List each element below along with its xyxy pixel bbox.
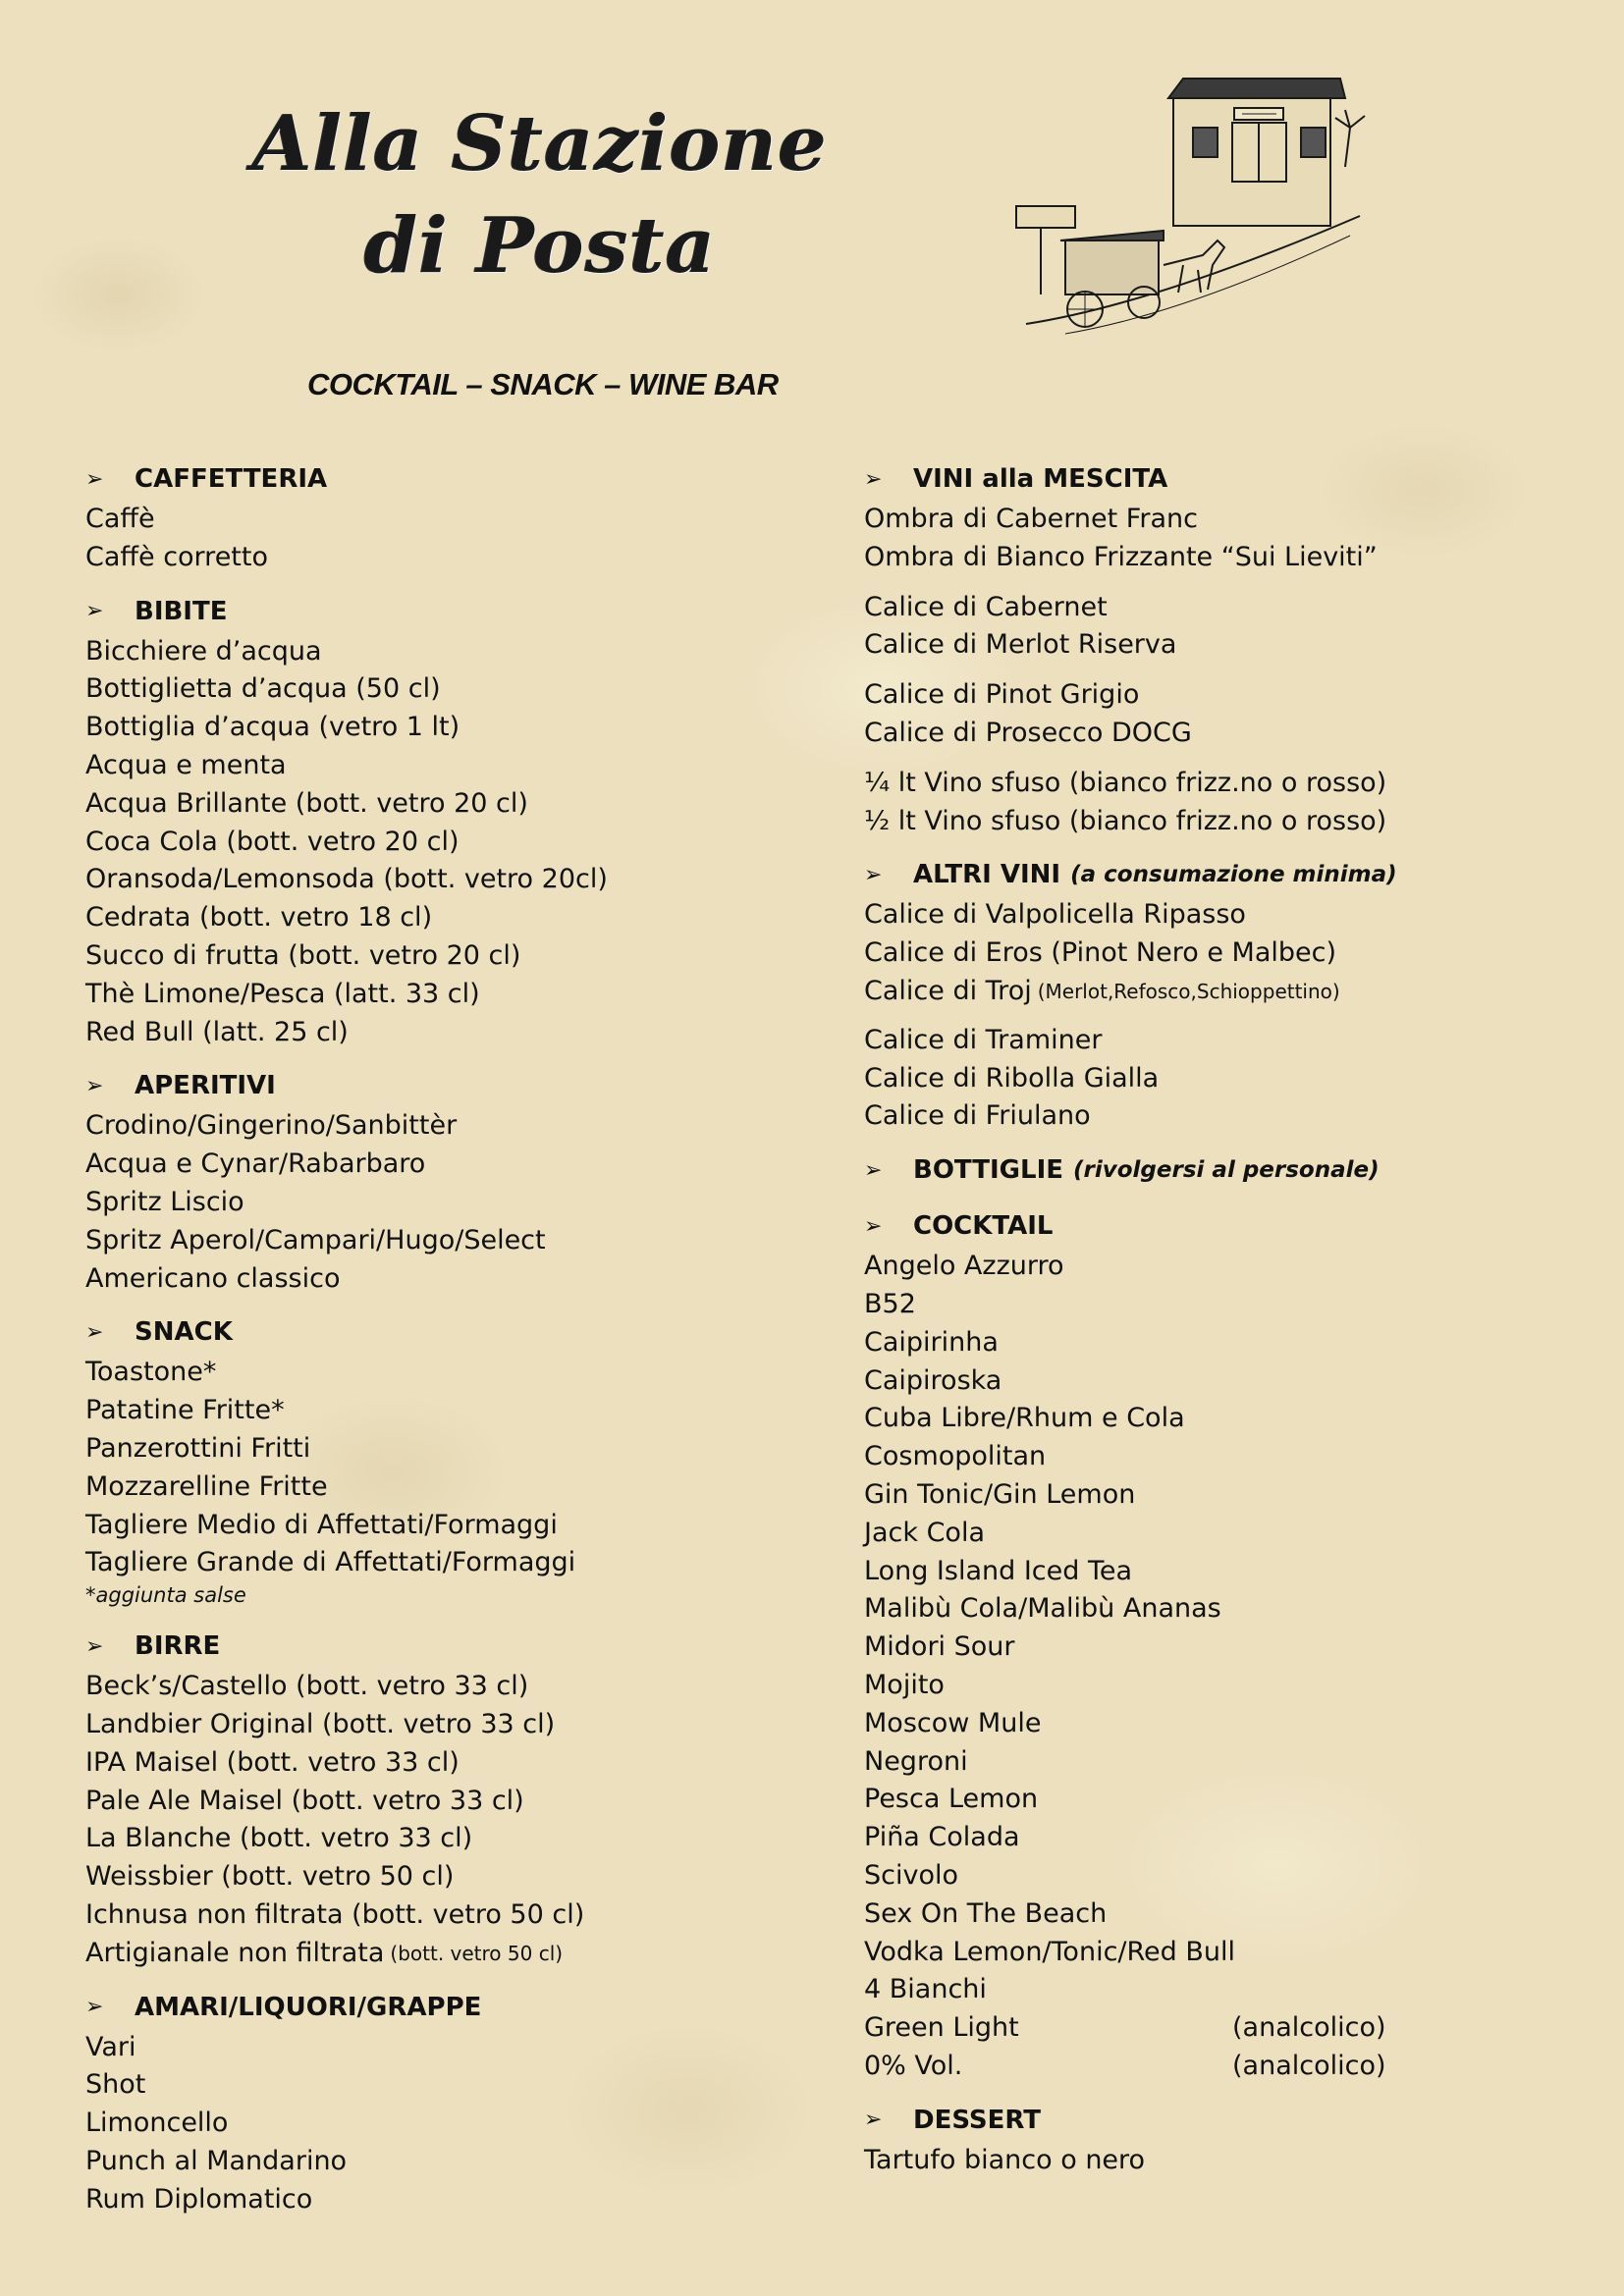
menu-item: Cuba Libre/Rhum e Cola	[864, 1403, 1185, 1434]
menu-item: Ombra di Bianco Frizzante “Sui Lieviti”	[864, 541, 1378, 572]
menu-item: Bottiglia d’acqua (vetro 1 lt)	[85, 712, 460, 743]
section-aperitivi	[85, 1064, 832, 1298]
bullet-arrow-icon: ➢	[864, 1157, 883, 1183]
bullet-arrow-icon: ➢	[864, 862, 883, 887]
item-note: (bott. vetro 50 cl)	[390, 1941, 564, 1965]
restaurant-title	[196, 93, 884, 297]
menu-item: Mojito	[864, 1669, 945, 1700]
section-title: BIRRE	[135, 1631, 221, 1662]
menu-item: Caipirinha	[864, 1326, 999, 1358]
menu-item: Tagliere Grande di Affettati/Formaggi	[85, 1547, 576, 1578]
menu-item: Mozzarelline Fritte	[85, 1470, 328, 1502]
menu-item	[85, 1935, 832, 1973]
menu-item: Malibù Cola/Malibù Ananas	[864, 1593, 1221, 1625]
menu-item: Crodino/Gingerino/Sanbittèr	[85, 1110, 458, 1142]
section-bibite	[85, 590, 832, 1052]
menu-item: Bicchiere d’acqua	[85, 635, 322, 667]
menu-item: IPA Maisel (bott. vetro 33 cl)	[85, 1746, 460, 1778]
section-title: ALTRI VINI	[913, 860, 1061, 890]
section-caffetteria	[85, 457, 832, 577]
menu-item: Scivolo	[864, 1859, 959, 1891]
right-column	[864, 457, 1571, 2179]
menu-item: Weissbier (bott. vetro 50 cl)	[85, 1861, 455, 1893]
menu-item: Acqua e Cynar/Rabarbaro	[85, 1148, 426, 1180]
subtitle: COCKTAIL – SNACK – WINE BAR	[307, 367, 779, 401]
menu-item	[864, 973, 1571, 1011]
menu-item: Punch al Mandarino	[85, 2145, 348, 2176]
title-line-1: Alla Stazione	[252, 99, 828, 188]
menu-item: B52	[864, 1288, 916, 1319]
menu-item: Jack Cola	[864, 1517, 985, 1548]
menu-item: Rum Diplomatico	[85, 2183, 313, 2215]
bullet-arrow-icon: ➢	[85, 1995, 104, 2019]
item-label: 0% Vol.	[864, 2050, 963, 2081]
menu-item: Calice di Eros (Pinot Nero e Malbec)	[864, 937, 1337, 969]
menu-item	[864, 2048, 1571, 2086]
bullet-arrow-icon: ➢	[864, 466, 883, 492]
section-title: VINI alla MESCITA	[913, 464, 1168, 494]
menu-item: Calice di Traminer	[864, 1024, 1103, 1055]
menu-item: 4 Bianchi	[864, 1974, 987, 2005]
section-heading	[85, 1310, 832, 1354]
section-heading	[864, 1148, 1571, 1192]
station-house-illustration	[1006, 69, 1380, 353]
menu-item: ½ lt Vino sfuso (bianco frizz.no o rosso)	[864, 805, 1387, 836]
menu-item: Ombra di Cabernet Franc	[864, 504, 1198, 534]
menu-item: Midori Sour	[864, 1631, 1015, 1663]
menu-item: Landbier Original (bott. vetro 33 cl)	[85, 1708, 556, 1739]
menu-item: Piña Colada	[864, 1822, 1020, 1853]
title-line-2: di Posta	[363, 201, 717, 291]
bullet-arrow-icon: ➢	[85, 1633, 104, 1659]
menu-item: Calice di Ribolla Gialla	[864, 1062, 1160, 1094]
menu-item: Negroni	[864, 1745, 968, 1777]
section-heading	[864, 2099, 1571, 2142]
menu-item: Caffè	[85, 504, 155, 534]
section-note: (a consumazione minima)	[1070, 862, 1397, 888]
menu-item: Vari	[85, 2031, 136, 2062]
menu-item: Ichnusa non filtrata (bott. vetro 50 cl)	[85, 1898, 585, 1930]
bullet-arrow-icon: ➢	[864, 2108, 883, 2133]
item-note: (Merlot,Refosco,Schioppettino)	[1037, 979, 1340, 1003]
menu-item: ¼ lt Vino sfuso (bianco frizz.no o rosso)	[864, 767, 1387, 798]
menu-item: Red Bull (latt. 25 cl)	[85, 1016, 349, 1047]
item-note: (analcolico)	[1232, 2012, 1386, 2044]
bullet-arrow-icon: ➢	[85, 1319, 104, 1345]
menu-item: Angelo Azzurro	[864, 1251, 1064, 1282]
menu-item: Moscow Mule	[864, 1707, 1042, 1738]
menu-item: Acqua e menta	[85, 749, 287, 780]
menu-item: Patatine Fritte*	[85, 1395, 285, 1426]
bullet-arrow-icon: ➢	[85, 466, 104, 492]
menu-item: Oransoda/Lemonsoda (bott. vetro 20cl)	[85, 864, 608, 895]
bullet-arrow-icon: ➢	[85, 1073, 104, 1098]
snack-footnote: *aggiunta salse	[85, 1583, 246, 1608]
section-title: SNACK	[135, 1317, 233, 1348]
menu-item: Toastone*	[85, 1357, 217, 1388]
menu-item: Acqua Brillante (bott. vetro 20 cl)	[85, 787, 528, 819]
menu-item: Gin Tonic/Gin Lemon	[864, 1478, 1136, 1510]
menu-item: Cedrata (bott. vetro 18 cl)	[85, 902, 433, 934]
menu-item: Calice di Friulano	[864, 1100, 1091, 1132]
menu-item: Bottiglietta d’acqua (50 cl)	[85, 673, 441, 705]
menu-item: Calice di Merlot Riserva	[864, 629, 1177, 661]
section-altri-vini	[864, 853, 1571, 1136]
section-title: BIBITE	[135, 596, 228, 626]
item-label: Artigianale non filtrata	[85, 1937, 385, 1968]
section-heading	[85, 1064, 832, 1107]
section-amari	[85, 1986, 832, 2219]
menu-item: Tartufo bianco o nero	[864, 2144, 1146, 2175]
menu-item: Tagliere Medio di Affettati/Formaggi	[85, 1509, 558, 1540]
menu-item: Americano classico	[85, 1262, 341, 1294]
section-title: AMARI/LIQUORI/GRAPPE	[135, 1992, 482, 2022]
menu-item: Calice di Prosecco DOCG	[864, 717, 1192, 748]
menu-item	[864, 2009, 1571, 2048]
menu-item: Calice di Pinot Grigio	[864, 679, 1140, 711]
section-heading	[864, 1204, 1571, 1248]
menu-item: Limoncello	[85, 2108, 229, 2139]
section-title: CAFFETTERIA	[135, 464, 328, 494]
section-snack	[85, 1310, 832, 1612]
menu-item: Sex On The Beach	[864, 1897, 1108, 1929]
left-column	[85, 457, 832, 2218]
bullet-arrow-icon: ➢	[864, 1213, 883, 1239]
menu-item: Spritz Aperol/Campari/Hugo/Select	[85, 1224, 546, 1255]
section-title: COCKTAIL	[913, 1211, 1054, 1242]
menu-item: La Blanche (bott. vetro 33 cl)	[85, 1823, 473, 1854]
section-heading	[864, 457, 1571, 501]
item-label: Calice di Troj	[864, 975, 1032, 1006]
menu-item: Calice di Cabernet	[864, 591, 1108, 622]
section-dessert	[864, 2099, 1571, 2180]
section-heading	[85, 1625, 832, 1668]
menu-item: Shot	[85, 2069, 146, 2101]
menu-item: Spritz Liscio	[85, 1186, 244, 1217]
menu-item: Caffè corretto	[85, 541, 268, 572]
menu-item: Succo di frutta (bott. vetro 20 cl)	[85, 939, 521, 971]
menu-item: Calice di Valpolicella Ripasso	[864, 899, 1246, 931]
section-vini-mescita	[864, 457, 1571, 840]
section-heading	[864, 853, 1571, 896]
item-label: Green Light	[864, 2012, 1019, 2044]
menu-item: Coca Cola (bott. vetro 20 cl)	[85, 826, 460, 857]
menu-item: Cosmopolitan	[864, 1441, 1047, 1472]
menu-item: Pale Ale Maisel (bott. vetro 33 cl)	[85, 1785, 524, 1816]
item-note: (analcolico)	[1232, 2050, 1386, 2081]
section-heading	[85, 1986, 832, 2029]
menu-item: Vodka Lemon/Tonic/Red Bull	[864, 1936, 1236, 1967]
menu-item: Pesca Lemon	[864, 1784, 1039, 1815]
section-title: BOTTIGLIE	[913, 1155, 1064, 1186]
section-heading	[85, 457, 832, 501]
menu-item: Caipiroska	[864, 1364, 1002, 1396]
section-title: APERITIVI	[135, 1071, 276, 1101]
section-title: DESSERT	[913, 2105, 1041, 2135]
menu-item: Panzerottini Fritti	[85, 1432, 311, 1464]
section-cocktail	[864, 1204, 1571, 2086]
bullet-arrow-icon: ➢	[85, 599, 104, 624]
menu-item: Thè Limone/Pesca (latt. 33 cl)	[85, 978, 480, 1009]
section-bottiglie	[864, 1148, 1571, 1192]
section-birre	[85, 1625, 832, 1972]
section-heading	[85, 590, 832, 633]
section-note: (rivolgersi al personale)	[1073, 1157, 1380, 1184]
menu-item: Long Island Iced Tea	[864, 1555, 1133, 1586]
menu-item: Beck’s/Castello (bott. vetro 33 cl)	[85, 1671, 529, 1702]
